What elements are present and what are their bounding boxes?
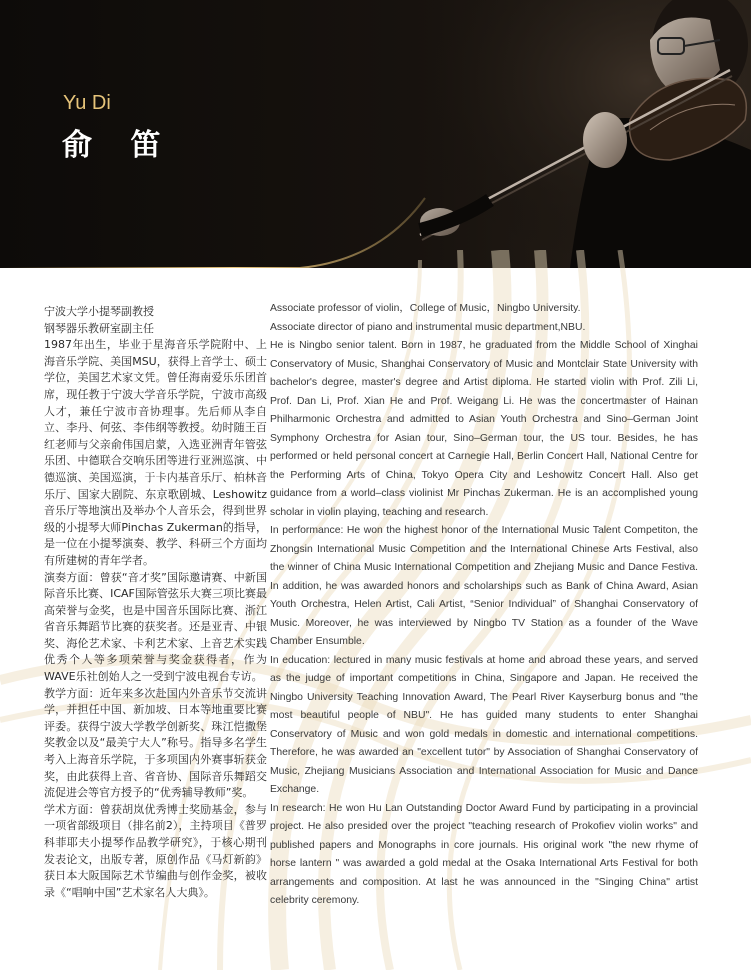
violinist-photo (400, 0, 751, 268)
en-paragraph-performance: In performance: He won the highest honor of the International Music Talent Competiton, the Zhongsin International Music Competition and the International Chinese Arts Festival, also the winner of China Music International Competition and Zhejiang Music and Dance Festiva. In addition, he was awarded honors and scholarships such as Bank of China Award, Asian Youth Orchestra, Helen Artist, Cali Artist, “Senior Individual” of Shanghai Conservatory of Music. Moreover, he was interviewed by Ningbo TV Station as a founder of the Wave Chamber Ensumble. (270, 525, 698, 647)
name-english: Yu Di (63, 92, 111, 114)
cn-paragraph-performance: 演奏方面：曾获“音才奖”国际邀请赛、中新国际音乐比赛、ICAF国际管弦乐大赛三项比赛最高荣誉与金奖，也是中国音乐国际比赛、浙江省音乐舞蹈节比赛的获奖者。还是亚青、中银奖、海伦艺术家、卡利艺术家、上音艺术实践优秀个人等多项荣誉与奖金获得者，作为WAVE乐社创始人之一受到宁波电视台专访。 (44, 570, 267, 684)
en-paragraph-research: In research: He won Hu Lan Outstanding Doctor Award Fund by participating in a provincial project. He also presided over the project "teaching research of Prokofiev violin works" and published papers and Monographs in core journals. His original work "the new rhyme of horse lantern " was awarded a gold medal at the Osaka International Arts Festival for both arrangements and composition. At last he was announced in the "Singing China" artist celebrity ceremony. (270, 802, 698, 906)
cn-paragraph-teaching: 教学方面：近年来多次赴国内外音乐节交流讲学，并担任中国、新加坡、日本等地重要比赛评委。获得宁波大学教学创新奖、珠江恺撒堡奖教金以及“最美宁大人”称号。指导多名学生考入上海音乐学院，于多项国内外赛事斩获金奖，由此获得上音、省音协、国际音乐舞蹈交流促进会等官方授予的“优秀辅导教师”奖。 (44, 686, 267, 800)
en-paragraph-intro: He is Ningbo senior talent. Born in 1987, he graduated from the Middle School of Xinghai Conservatory of Music, Shanghai Conservatory of Music and Montclair State University with bachelor's degree, master's degree and Artist diploma. He started violin with Prof. Zili Li, Prof. Dan Li, Prof. Xian He and Prof. Weigang Li. He was the concertmaster of Hainan Philharmonic Orchestra and admitted to Asian Youth Orchestra and Sino–German Joint Symphony Orchestra for Asian tour, Sino–German tour, the US tour. Besides, he has performed or held personal concert at Carnegie Hall, Berlin Concert Hall, National Centre for the Performing Arts of China, Tokyo Opera City and Leshowitz Concert Hall. Also get guidance from a world–class violinist Mr Pinchas Zukerman. He is an accomplished young scholar in violin playing, teaching and research. (270, 340, 698, 518)
en-title-1: Associate professor of violin，College of Music，Ningbo University. (270, 303, 581, 314)
cn-paragraph-academic: 学术方面：曾获胡岚优秀博士奖励基金，参与一项省部级项目（排名前2），主持项目《普罗科菲耶夫小提琴作品教学研究》，于核心期刊发表论文，出版专著，原创作品《马灯新韵》获日本大阪国际艺术节编曲与创作金奖，被收录《“唱响中国”艺术家名人大典》。 (44, 802, 267, 899)
en-paragraph-education: In education: lectured in many music festivals at home and abroad these years, and served as the judge of important competitions in China, Singapore and Japan. He received the Ningbo University Teaching Innovation Award, The Pearl River Kayserburg bonus and "the most beautiful people of NBU". He has guided many students to enter Shanghai Conservatory of Music and won gold medals in domestic and international competitions. Therefore, he was awarded an "excellent tutor" by Association of Shanghai Conservatory of Music, Zhejiang Musicians Association and International Association for Music and Dance Exchange. (270, 654, 698, 795)
en-title-2: Associate director of piano and instrumental music department,NBU. (270, 321, 586, 333)
english-biography (270, 300, 698, 911)
name-chinese: 俞 笛 (62, 128, 175, 163)
cn-title-1: 宁波大学小提琴副教授 (44, 305, 154, 318)
cn-paragraph-intro: 1987年出生，毕业于星海音乐学院附中、上海音乐学院、美国MSU，获得上音学士、硕士学位，美国艺术家文凭。曾任海南爱乐乐团首席，现任教于宁波大学音乐学院，宁波市高级人才，兼任宁波市音协理事。先后师从李自立、李丹、何弦、李伟纲等教授。幼时随王百红老师与父亲俞伟国启蒙，入选亚洲青年管弦乐团、中德联合交响乐团等进行亚洲巡演、中德巡演、美国巡演，于卡内基音乐厅、柏林音乐厅、国家大剧院、东京歌剧城、Leshowitz音乐厅等地演出及举办个人音乐会，得到世界级的小提琴大师Pinchas Zukerman的指导，是一位在小提琴演奏、教学、科研三个方面均有所建树的青年学者。 (44, 338, 267, 567)
cn-title-2: 钢琴器乐教研室副主任 (44, 321, 154, 335)
chinese-biography (44, 304, 267, 901)
